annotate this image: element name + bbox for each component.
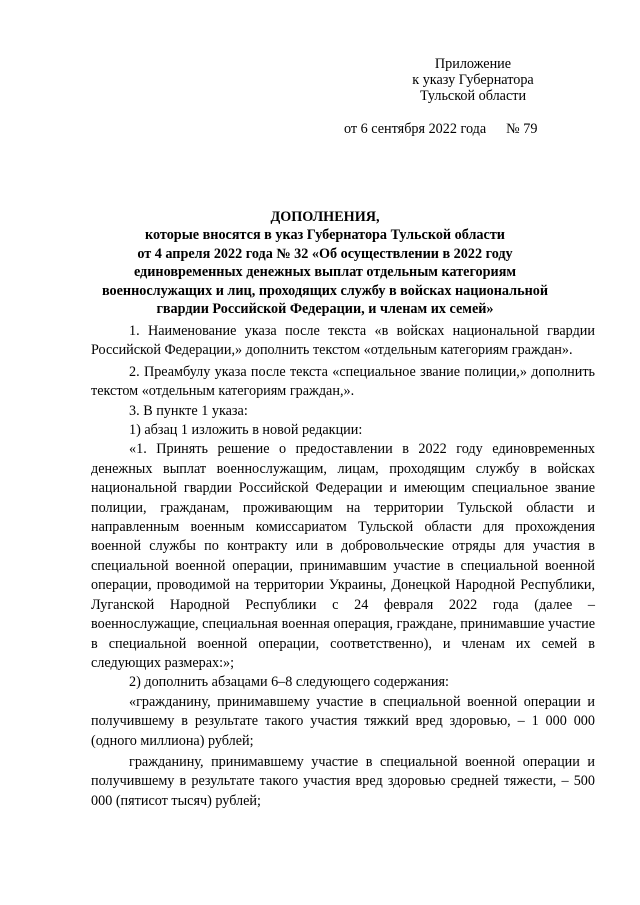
title-line: военнослужащих и лиц, проходящих службу в войсках национальной [101,282,549,299]
paragraph-subitem-1: 1) абзац 1 изложить в новой редакции: [129,422,363,439]
paragraph-item-2: 2. Преамбулу указа после текста «специальное звание полиции,» дополнить текстом «отдельным категориям граждан,». [91,363,595,400]
decree-date: от 6 сентября 2022 года [344,121,487,137]
paragraph-item-1: 1. Наименование указа после текста «в войсках национальной гвардии Российской Федерации,» дополнить текстом «отдельным категориям граждан». [91,323,595,359]
approval-line-region: Тульской области [419,88,527,104]
title-line: от 4 апреля 2022 года № 32 «Об осуществлении в 2022 году [137,245,513,262]
approval-stamp [388,56,558,104]
decree-date-line [344,120,537,138]
paragraph-severe-harm: «гражданину, принимавшему участие в специальной военной операции и получившему в результате такого участия тяжкий вред здоровью, – 1 000 000 (одного миллиона) рублей; [91,693,595,749]
paragraph-new-wording: «1. Принять решение о предоставлении в 2022 году единовременных денежных выплат военнослужащим, лицам, проходящим службу в войсках национальной гвардии Российской Федерации и имеющим специальное звание полиции, гражданам, проживающим на территории Тульской области и направленным военным комиссариатом Тульской области для прохождения военной службы по контракту или в добровольческие отряды для участия в специальной военной операции, принимавшим участие в специальной военной операции, проводимой на территории Украины, Донецкой Народной Республики, Луганской Народной Республики с 24 февраля 2022 года (далее – военнослужащие, специальная военная операция, граждане, принимавшие участие в специальной военной операции, соответственно), и членам их семей в следующих размерах:»; [91,441,595,671]
decree-number: № 79 [506,121,538,137]
title-line: единовременных денежных выплат отдельным категориям [133,264,517,281]
document-title [80,208,570,318]
title-line: которые вносятся в указ Губернатора Тульской области [145,227,505,244]
document-body [91,322,595,811]
paragraph-subitem-2: 2) дополнить абзацами 6–8 следующего содержания: [129,674,449,691]
paragraph-item-3: 3. В пункте 1 указа: [129,402,248,419]
approval-line-decree: к указу Губернатора [412,72,534,88]
approval-line-appendix: Приложение [434,56,512,72]
paragraph-moderate-harm: гражданину, принимавшему участие в специальной военной операции и получившему в результате такого участия вред здоровью средней тяжести, – 500 000 (пятисот тысяч) рублей; [91,753,595,809]
title-line: гвардии Российской Федерации, и членам их семей» [156,301,494,318]
title-line: ДОПОЛНЕНИЯ, [270,209,380,225]
